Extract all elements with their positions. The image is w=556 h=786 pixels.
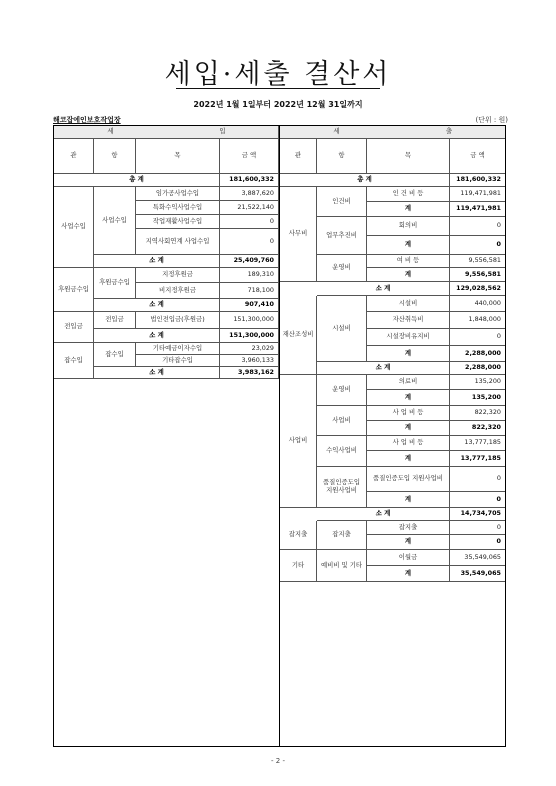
expense-sum-amount: 822,320 <box>450 421 505 436</box>
revenue-header-left: 세 <box>54 126 167 139</box>
expense-sum-label: 계 <box>367 346 450 362</box>
expense-sum-label: 계 <box>367 268 450 282</box>
expense-item-amount: 135,200 <box>450 375 505 390</box>
revenue-subtotal-label: 소 계 <box>94 329 220 343</box>
expense-item-name: 품질인증도입 지원사업비 <box>367 467 450 492</box>
expense-sum-label: 계 <box>367 451 450 467</box>
revenue-total-amount: 181,600,332 <box>220 174 279 187</box>
expense-gwan: 기타 <box>280 550 317 582</box>
expense-col-mok: 목 <box>367 139 450 174</box>
revenue-item-name: 기타예금이자수입 <box>136 343 220 355</box>
expense-gwan: 잡지출 <box>280 521 317 550</box>
revenue-item-name: 지정후원금 <box>136 268 220 283</box>
expense-subtotal-amount: 129,028,562 <box>450 282 505 296</box>
expense-sum-label: 계 <box>367 236 450 255</box>
expense-sum-amount: 13,777,185 <box>450 451 505 467</box>
expense-item-name: 여 비 등 <box>367 255 450 268</box>
expense-item-amount: 0 <box>450 521 505 535</box>
revenue-item-amount: 23,029 <box>220 343 279 355</box>
expense-col-amount: 금 액 <box>450 139 505 174</box>
revenue-subtotal-label: 소 계 <box>94 367 220 379</box>
expense-item-amount: 13,777,185 <box>450 436 505 451</box>
expense-item-amount: 0 <box>450 217 505 236</box>
revenue-gwan: 잡수입 <box>54 343 94 379</box>
expense-sum-label: 계 <box>367 390 450 406</box>
expense-item-amount: 35,549,065 <box>450 550 505 566</box>
expense-item-amount: 1,848,000 <box>450 312 505 329</box>
expense-item-name: 시설장비유지비 <box>367 329 450 346</box>
revenue-col-gwan: 관 <box>54 139 94 174</box>
revenue-item-amount: 0 <box>220 215 279 229</box>
expense-sum-amount: 2,288,000 <box>450 346 505 362</box>
expense-hang: 예비비 및 기타 <box>317 550 367 582</box>
revenue-item-name: 지역사회연계 사업수입 <box>136 229 220 255</box>
expense-sum-label: 계 <box>367 421 450 436</box>
revenue-item-name: 기타잡수입 <box>136 355 220 367</box>
revenue-col-amount: 금 액 <box>220 139 279 174</box>
expense-item-name: 의료비 <box>367 375 450 390</box>
revenue-hang: 후원금수입 <box>94 268 136 299</box>
expense-sum-amount: 119,471,981 <box>450 202 505 217</box>
period-label: 2022년 1월 1일부터 2022년 12월 31일까지 <box>193 100 363 109</box>
revenue-item-name: 비지정후원금 <box>136 283 220 299</box>
expense-subtotal-label: 소 계 <box>317 508 450 521</box>
expense-item-amount: 440,000 <box>450 296 505 312</box>
expense-sum-label: 계 <box>367 566 450 582</box>
expense-item-name: 회의비 <box>367 217 450 236</box>
expense-hang: 운영비 <box>317 375 367 406</box>
expense-item-name: 시설비 <box>367 296 450 312</box>
expense-hang: 품질인증도입 지원사업비 <box>317 467 367 508</box>
expense-hang: 운영비 <box>317 255 367 282</box>
expense-total-label: 총 계 <box>280 174 450 187</box>
expense-subtotal-amount: 2,288,000 <box>450 362 505 375</box>
expense-item-name: 자산취득비 <box>367 312 450 329</box>
expense-item-name: 잡지출 <box>367 521 450 535</box>
expense-hang: 잡지출 <box>317 521 367 550</box>
expense-item-name: 사 업 비 등 <box>367 406 450 421</box>
revenue-hang: 사업수입 <box>94 187 136 255</box>
expense-gwan: 사무비 <box>280 187 317 282</box>
revenue-item-amount: 151,300,000 <box>220 312 279 329</box>
expense-sum-label: 계 <box>367 535 450 550</box>
settlement-table <box>53 125 506 747</box>
expense-item-amount: 0 <box>450 329 505 346</box>
expense-header-right: 출 <box>393 126 505 139</box>
page-number: - 2 - <box>271 757 285 765</box>
expense-item-name: 사 업 비 등 <box>367 436 450 451</box>
expense-col-gwan: 관 <box>280 139 317 174</box>
revenue-item-name: 작업재활사업수입 <box>136 215 220 229</box>
expense-hang: 업무추진비 <box>317 217 367 255</box>
revenue-item-amount: 3,960,133 <box>220 355 279 367</box>
revenue-total-label: 총 계 <box>54 174 220 187</box>
revenue-hang: 잡수입 <box>94 343 136 367</box>
expense-sum-label: 계 <box>367 492 450 508</box>
revenue-subtotal-amount: 25,409,760 <box>220 255 279 268</box>
expense-col-hang: 항 <box>317 139 367 174</box>
expense-hang: 수익사업비 <box>317 436 367 467</box>
expense-subtotal-label: 소 계 <box>317 362 450 375</box>
expense-sum-amount: 9,556,581 <box>450 268 505 282</box>
revenue-item-amount: 189,310 <box>220 268 279 283</box>
expense-total-amount: 181,600,332 <box>450 174 505 187</box>
revenue-col-hang: 항 <box>94 139 136 174</box>
unit-label: (단위 : 원) <box>475 116 508 124</box>
revenue-gwan: 전입금 <box>54 312 94 343</box>
revenue-item-amount: 0 <box>220 229 279 255</box>
expense-hang: 시설비 <box>317 296 367 362</box>
revenue-item-amount: 3,887,620 <box>220 187 279 201</box>
expense-subtotal-label: 소 계 <box>317 282 450 296</box>
expense-sum-amount: 0 <box>450 535 505 550</box>
revenue-item-amount: 21,522,140 <box>220 201 279 215</box>
expense-hang: 사업비 <box>317 406 367 436</box>
expense-sum-label: 계 <box>367 202 450 217</box>
revenue-item-name: 법인전입금(후원금) <box>136 312 220 329</box>
revenue-item-name: 특화수익사업수입 <box>136 201 220 215</box>
expense-hang: 인건비 <box>317 187 367 217</box>
revenue-gwan: 후원금수입 <box>54 268 94 312</box>
title-underline <box>176 88 380 89</box>
expense-sum-amount: 0 <box>450 492 505 508</box>
expense-sum-amount: 135,200 <box>450 390 505 406</box>
expense-item-amount: 822,320 <box>450 406 505 421</box>
revenue-item-name: 임가공사업수입 <box>136 187 220 201</box>
expense-item-amount: 0 <box>450 467 505 492</box>
expense-gwan: 재산조성비 <box>280 296 317 375</box>
revenue-header-right: 입 <box>167 126 279 139</box>
revenue-subtotal-label: 소 계 <box>94 299 220 312</box>
revenue-subtotal-amount: 907,410 <box>220 299 279 312</box>
expense-item-name: 인 건 비 등 <box>367 187 450 202</box>
expense-header-left: 세 <box>280 126 393 139</box>
expense-sum-amount: 0 <box>450 236 505 255</box>
revenue-hang: 전입금 <box>94 312 136 329</box>
expense-item-amount: 119,471,981 <box>450 187 505 202</box>
expense-sum-amount: 35,549,065 <box>450 566 505 582</box>
organization-name: 해코잡에인보호작업장 <box>53 116 121 124</box>
expense-item-name: 이월금 <box>367 550 450 566</box>
revenue-item-amount: 718,100 <box>220 283 279 299</box>
revenue-col-mok: 목 <box>136 139 220 174</box>
revenue-subtotal-amount: 151,300,000 <box>220 329 279 343</box>
expense-gwan: 사업비 <box>280 375 317 508</box>
revenue-subtotal-label: 소 계 <box>94 255 220 268</box>
revenue-subtotal-amount: 3,983,162 <box>220 367 279 379</box>
expense-subtotal-amount: 14,734,705 <box>450 508 505 521</box>
expense-item-amount: 9,556,581 <box>450 255 505 268</box>
document-title: 세입·세출 결산서 <box>164 59 392 90</box>
revenue-gwan: 사업수입 <box>54 187 94 268</box>
